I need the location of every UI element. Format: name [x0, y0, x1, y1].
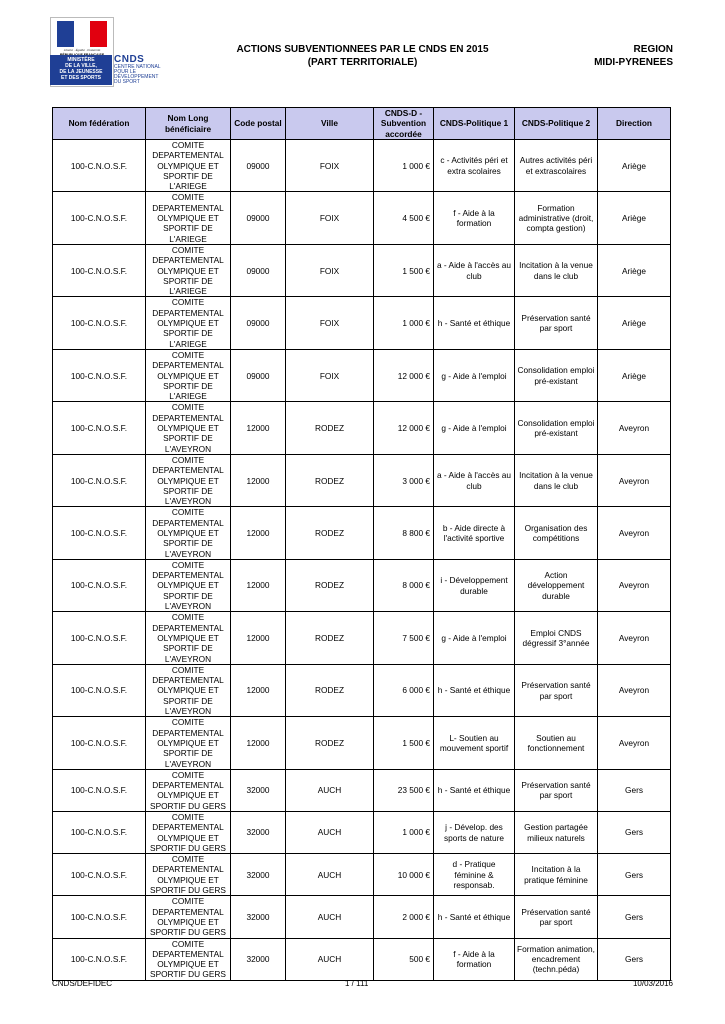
cell-cp: 09000 [231, 140, 286, 192]
cell-montant: 500 € [374, 938, 434, 980]
cell-pol1: i - Développement durable [434, 559, 515, 611]
cell-pol2: Incitation à la pratique féminine [515, 854, 598, 896]
cell-pol2: Action développement durable [515, 559, 598, 611]
cell-montant: 6 000 € [374, 664, 434, 716]
cell-dir: Aveyron [598, 559, 671, 611]
cell-cp: 12000 [231, 559, 286, 611]
cell-ville: RODEZ [286, 507, 374, 559]
column-header: CNDS-D - Subvention accordée [374, 108, 434, 140]
cell-dir: Gers [598, 769, 671, 811]
cell-cp: 12000 [231, 717, 286, 769]
cell-pol2: Incitation à la venue dans le club [515, 454, 598, 506]
cell-ville: FOIX [286, 349, 374, 401]
cell-ville: AUCH [286, 854, 374, 896]
cell-benef: COMITE DEPARTEMENTAL OLYMPIQUE ET SPORTIF DE L'AVEYRON [146, 664, 231, 716]
table-row [53, 349, 671, 401]
french-flag-icon [57, 21, 107, 47]
table-row [53, 140, 671, 192]
cell-pol2: Préservation santé par sport [515, 297, 598, 349]
cell-pol2: Consolidation emploi pré-existant [515, 402, 598, 454]
cell-pol2: Soutien au fonctionnement [515, 717, 598, 769]
region-value: MIDI-PYRENEES [594, 57, 673, 68]
cell-pol2: Emploi CNDS dégressif 3°année [515, 612, 598, 664]
column-header: CNDS-Politique 2 [515, 108, 598, 140]
page-number: 1 / 111 [345, 979, 369, 988]
cell-benef: COMITE DEPARTEMENTAL OLYMPIQUE ET SPORTIF DU GERS [146, 769, 231, 811]
column-header: Ville [286, 108, 374, 140]
cell-benef: COMITE DEPARTEMENTAL OLYMPIQUE ET SPORTIF DU GERS [146, 854, 231, 896]
region-label: REGION [633, 44, 673, 55]
cell-dir: Gers [598, 812, 671, 854]
cell-ville: FOIX [286, 192, 374, 244]
cell-montant: 2 000 € [374, 896, 434, 938]
table-header-row [53, 108, 671, 140]
cell-fed: 100-C.N.O.S.F. [53, 769, 146, 811]
cell-benef: COMITE DEPARTEMENTAL OLYMPIQUE ET SPORTIF DU GERS [146, 896, 231, 938]
table-row [53, 769, 671, 811]
footer-left: CNDS/DEFIDEC [52, 979, 113, 988]
table-row [53, 454, 671, 506]
cell-pol2: Formation administrative (droit, compta gestion) [515, 192, 598, 244]
cell-pol2: Incitation à la venue dans le club [515, 244, 598, 296]
cell-fed: 100-C.N.O.S.F. [53, 812, 146, 854]
cell-benef: COMITE DEPARTEMENTAL OLYMPIQUE ET SPORTIF DE L'AVEYRON [146, 454, 231, 506]
cell-dir: Aveyron [598, 402, 671, 454]
cell-pol1: h - Santé et éthique [434, 664, 515, 716]
cell-montant: 3 000 € [374, 454, 434, 506]
cell-pol2: Préservation santé par sport [515, 769, 598, 811]
cell-dir: Aveyron [598, 507, 671, 559]
ministere-line: ET DES SPORTS [60, 75, 101, 81]
cell-pol1: a - Aide à l'accès au club [434, 454, 515, 506]
ministere-logo [50, 55, 112, 85]
cell-montant: 8 800 € [374, 507, 434, 559]
cell-fed: 100-C.N.O.S.F. [53, 402, 146, 454]
cell-benef: COMITE DEPARTEMENTAL OLYMPIQUE ET SPORTIF DE L'ARIEGE [146, 349, 231, 401]
cell-benef: COMITE DEPARTEMENTAL OLYMPIQUE ET SPORTIF DE L'AVEYRON [146, 507, 231, 559]
cell-pol2: Organisation des compétitions [515, 507, 598, 559]
cell-dir: Ariège [598, 244, 671, 296]
table-row [53, 244, 671, 296]
cell-cp: 32000 [231, 896, 286, 938]
cell-montant: 10 000 € [374, 854, 434, 896]
cell-fed: 100-C.N.O.S.F. [53, 664, 146, 716]
cell-ville: RODEZ [286, 664, 374, 716]
cell-ville: RODEZ [286, 717, 374, 769]
cell-fed: 100-C.N.O.S.F. [53, 140, 146, 192]
cell-cp: 32000 [231, 854, 286, 896]
cell-cp: 12000 [231, 507, 286, 559]
cell-cp: 32000 [231, 938, 286, 980]
cell-pol1: L- Soutien au mouvement sportif [434, 717, 515, 769]
cell-fed: 100-C.N.O.S.F. [53, 896, 146, 938]
cell-benef: COMITE DEPARTEMENTAL OLYMPIQUE ET SPORTIF DE L'ARIEGE [146, 192, 231, 244]
ministere-line: MINISTÈRE [67, 57, 95, 63]
cell-pol1: j - Dévelop. des sports de nature [434, 812, 515, 854]
cell-fed: 100-C.N.O.S.F. [53, 938, 146, 980]
cell-dir: Ariège [598, 297, 671, 349]
table-row [53, 402, 671, 454]
cell-ville: AUCH [286, 896, 374, 938]
cell-ville: FOIX [286, 297, 374, 349]
cnds-logo-title: CNDS [114, 54, 145, 65]
cell-montant: 1 500 € [374, 244, 434, 296]
cell-benef: COMITE DEPARTEMENTAL OLYMPIQUE ET SPORTIF DU GERS [146, 938, 231, 980]
table-row [53, 896, 671, 938]
cell-cp: 12000 [231, 454, 286, 506]
cell-ville: RODEZ [286, 402, 374, 454]
cell-dir: Gers [598, 938, 671, 980]
table-row [53, 192, 671, 244]
cell-montant: 4 500 € [374, 192, 434, 244]
cell-pol1: g - Aide à l'emploi [434, 612, 515, 664]
cell-cp: 12000 [231, 664, 286, 716]
cell-pol1: h - Santé et éthique [434, 769, 515, 811]
cell-ville: FOIX [286, 140, 374, 192]
footer-date: 10/03/2016 [632, 979, 673, 988]
cell-fed: 100-C.N.O.S.F. [53, 192, 146, 244]
cell-pol2: Préservation santé par sport [515, 896, 598, 938]
cell-fed: 100-C.N.O.S.F. [53, 244, 146, 296]
ministere-line: DE LA VILLE, [65, 63, 97, 69]
cell-cp: 09000 [231, 244, 286, 296]
cell-montant: 12 000 € [374, 402, 434, 454]
cell-dir: Ariège [598, 192, 671, 244]
column-header: Direction [598, 108, 671, 140]
region-block [594, 43, 673, 69]
cell-fed: 100-C.N.O.S.F. [53, 507, 146, 559]
cell-benef: COMITE DEPARTEMENTAL OLYMPIQUE ET SPORTIF DE L'ARIEGE [146, 140, 231, 192]
cell-fed: 100-C.N.O.S.F. [53, 612, 146, 664]
cell-fed: 100-C.N.O.S.F. [53, 297, 146, 349]
cell-benef: COMITE DEPARTEMENTAL OLYMPIQUE ET SPORTIF DE L'AVEYRON [146, 402, 231, 454]
cell-dir: Gers [598, 896, 671, 938]
cell-cp: 09000 [231, 349, 286, 401]
table-row [53, 612, 671, 664]
cell-benef: COMITE DEPARTEMENTAL OLYMPIQUE ET SPORTIF DE L'ARIEGE [146, 297, 231, 349]
cell-montant: 8 000 € [374, 559, 434, 611]
cell-montant: 1 500 € [374, 717, 434, 769]
page-title [200, 43, 525, 69]
cell-ville: RODEZ [286, 612, 374, 664]
cell-pol1: d - Pratique féminine & responsab. [434, 854, 515, 896]
table-row [53, 938, 671, 980]
cell-pol2: Préservation santé par sport [515, 664, 598, 716]
cell-cp: 32000 [231, 769, 286, 811]
cell-montant: 1 000 € [374, 812, 434, 854]
cell-pol1: g - Aide à l'emploi [434, 402, 515, 454]
cell-montant: 1 000 € [374, 297, 434, 349]
cell-benef: COMITE DEPARTEMENTAL OLYMPIQUE ET SPORTIF DE L'ARIEGE [146, 244, 231, 296]
table-row [53, 854, 671, 896]
table-row [53, 559, 671, 611]
cell-cp: 09000 [231, 192, 286, 244]
cell-dir: Aveyron [598, 664, 671, 716]
subsidies-table [52, 107, 671, 981]
cell-cp: 12000 [231, 402, 286, 454]
page-title-line1: ACTIONS SUBVENTIONNEES PAR LE CNDS EN 2015 [236, 44, 489, 55]
cell-dir: Aveyron [598, 454, 671, 506]
cell-pol1: c - Activités péri et extra scolaires [434, 140, 515, 192]
cell-ville: RODEZ [286, 559, 374, 611]
cell-fed: 100-C.N.O.S.F. [53, 349, 146, 401]
table-row [53, 507, 671, 559]
cell-fed: 100-C.N.O.S.F. [53, 559, 146, 611]
cell-dir: Gers [598, 854, 671, 896]
cell-fed: 100-C.N.O.S.F. [53, 717, 146, 769]
cell-montant: 23 500 € [374, 769, 434, 811]
table-row [53, 812, 671, 854]
page-title-line2: (PART TERRITORIALE) [307, 57, 418, 68]
table-row [53, 717, 671, 769]
cell-fed: 100-C.N.O.S.F. [53, 854, 146, 896]
cell-benef: COMITE DEPARTEMENTAL OLYMPIQUE ET SPORTIF DE L'AVEYRON [146, 559, 231, 611]
table-row [53, 297, 671, 349]
cell-pol2: Formation animation, encadrement (techn.péda) [515, 938, 598, 980]
ministere-line: DE LA JEUNESSE [59, 69, 103, 75]
cell-ville: AUCH [286, 938, 374, 980]
cell-cp: 12000 [231, 612, 286, 664]
column-header: Code postal [231, 108, 286, 140]
cell-cp: 32000 [231, 812, 286, 854]
cell-ville: RODEZ [286, 454, 374, 506]
cnds-logo-sub: CENTRE NATIONAL POUR LE DÉVELOPPEMENT DU SPORT [114, 64, 161, 85]
cell-pol2: Gestion partagée milieux naturels [515, 812, 598, 854]
cell-dir: Aveyron [598, 717, 671, 769]
cell-dir: Ariège [598, 349, 671, 401]
cell-pol1: a - Aide à l'accès au club [434, 244, 515, 296]
cell-montant: 1 000 € [374, 140, 434, 192]
column-header: Nom Long bénéficiaire [146, 108, 231, 140]
cell-pol1: h - Santé et éthique [434, 297, 515, 349]
cell-montant: 12 000 € [374, 349, 434, 401]
table-row [53, 664, 671, 716]
cell-cp: 09000 [231, 297, 286, 349]
cnds-logo [114, 54, 174, 85]
cell-pol1: f - Aide à la formation [434, 938, 515, 980]
cell-pol1: g - Aide à l'emploi [434, 349, 515, 401]
cell-ville: FOIX [286, 244, 374, 296]
cell-pol1: b - Aide directe à l'activité sportive [434, 507, 515, 559]
cell-ville: AUCH [286, 812, 374, 854]
cell-benef: COMITE DEPARTEMENTAL OLYMPIQUE ET SPORTIF DE L'AVEYRON [146, 717, 231, 769]
cell-montant: 7 500 € [374, 612, 434, 664]
cell-pol1: h - Santé et éthique [434, 896, 515, 938]
cell-ville: AUCH [286, 769, 374, 811]
cell-pol1: f - Aide à la formation [434, 192, 515, 244]
cell-pol2: Autres activités péri et extrascolaires [515, 140, 598, 192]
cell-pol2: Consolidation emploi pré-existant [515, 349, 598, 401]
cell-benef: COMITE DEPARTEMENTAL OLYMPIQUE ET SPORTIF DU GERS [146, 812, 231, 854]
cell-dir: Aveyron [598, 612, 671, 664]
column-header: CNDS-Politique 1 [434, 108, 515, 140]
logo-motto: Liberté · Égalité · Fraternité [63, 48, 101, 52]
cell-dir: Ariège [598, 140, 671, 192]
cell-fed: 100-C.N.O.S.F. [53, 454, 146, 506]
cell-benef: COMITE DEPARTEMENTAL OLYMPIQUE ET SPORTIF DE L'AVEYRON [146, 612, 231, 664]
column-header: Nom fédération [53, 108, 146, 140]
